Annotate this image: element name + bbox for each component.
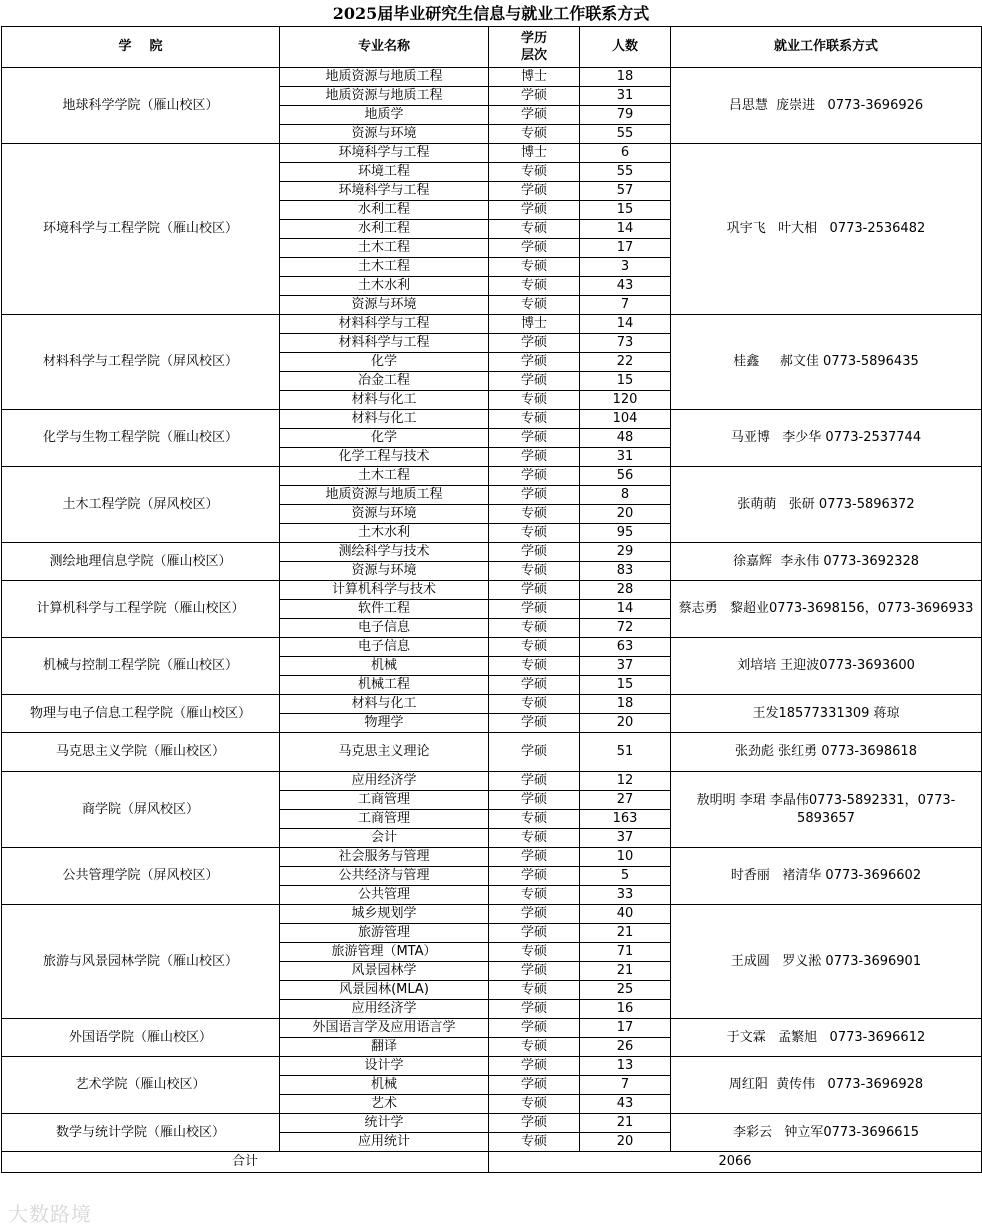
major-cell: 地质资源与地质工程	[280, 486, 489, 505]
count-cell: 25	[580, 981, 671, 1000]
major-cell: 公共管理	[280, 886, 489, 905]
level-cell: 学硕	[489, 962, 580, 981]
college-cell: 马克思主义学院（雁山校区）	[2, 733, 280, 772]
count-cell: 83	[580, 562, 671, 581]
table-row	[2, 695, 982, 714]
count-cell: 13	[580, 1057, 671, 1076]
level-cell: 学硕	[489, 429, 580, 448]
college-cell: 旅游与风景园林学院（雁山校区）	[2, 905, 280, 1019]
contact-cell: 王成圆 罗义淞 0773-3696901	[671, 905, 982, 1019]
major-cell: 工商管理	[280, 791, 489, 810]
major-cell: 环境工程	[280, 163, 489, 182]
table-row	[2, 144, 982, 163]
level-cell: 学硕	[489, 486, 580, 505]
level-cell: 学硕	[489, 543, 580, 562]
major-cell: 测绘科学与技术	[280, 543, 489, 562]
level-cell: 专硕	[489, 657, 580, 676]
table-row	[2, 68, 982, 87]
level-cell: 学硕	[489, 334, 580, 353]
count-cell: 26	[580, 1038, 671, 1057]
count-cell: 104	[580, 410, 671, 429]
level-cell: 专硕	[489, 638, 580, 657]
header-major: 专业名称	[280, 27, 489, 68]
count-cell: 29	[580, 543, 671, 562]
level-cell: 学硕	[489, 848, 580, 867]
level-cell: 学硕	[489, 924, 580, 943]
major-cell: 化学工程与技术	[280, 448, 489, 467]
level-cell: 专硕	[489, 505, 580, 524]
major-cell: 旅游管理（MTA）	[280, 943, 489, 962]
count-cell: 56	[580, 467, 671, 486]
contact-cell: 张萌萌 张研 0773-5896372	[671, 467, 982, 543]
level-cell: 学硕	[489, 87, 580, 106]
major-cell: 材料科学与工程	[280, 334, 489, 353]
major-cell: 水利工程	[280, 201, 489, 220]
table-row	[2, 1019, 982, 1038]
contact-cell: 刘培培 王迎波0773-3693600	[671, 638, 982, 695]
major-cell: 应用统计	[280, 1133, 489, 1152]
level-cell: 专硕	[489, 829, 580, 848]
major-cell: 资源与环境	[280, 296, 489, 315]
table-row	[2, 410, 982, 429]
major-cell: 风景园林(MLA)	[280, 981, 489, 1000]
count-cell: 33	[580, 886, 671, 905]
count-cell: 37	[580, 829, 671, 848]
header-level-line1: 学历	[520, 31, 547, 46]
level-cell: 专硕	[489, 220, 580, 239]
major-cell: 地质学	[280, 106, 489, 125]
total-value: 2066	[489, 1152, 982, 1173]
level-cell: 学硕	[489, 182, 580, 201]
count-cell: 43	[580, 277, 671, 296]
major-cell: 电子信息	[280, 619, 489, 638]
level-cell: 学硕	[489, 1019, 580, 1038]
table-row	[2, 1114, 982, 1133]
level-cell: 专硕	[489, 296, 580, 315]
major-cell: 机械	[280, 657, 489, 676]
count-cell: 63	[580, 638, 671, 657]
major-cell: 材料与化工	[280, 391, 489, 410]
level-cell: 学硕	[489, 676, 580, 695]
major-cell: 软件工程	[280, 600, 489, 619]
count-cell: 21	[580, 924, 671, 943]
count-cell: 27	[580, 791, 671, 810]
level-cell: 博士	[489, 144, 580, 163]
contact-cell: 马亚博 李少华 0773-2537744	[671, 410, 982, 467]
count-cell: 22	[580, 353, 671, 372]
total-row	[2, 1152, 982, 1173]
table-row	[2, 1057, 982, 1076]
contact-cell: 王发18577331309 蒋琼	[671, 695, 982, 733]
major-cell: 翻译	[280, 1038, 489, 1057]
count-cell: 5	[580, 867, 671, 886]
watermark-logo: 大数路境	[8, 1202, 92, 1226]
count-cell: 48	[580, 429, 671, 448]
major-cell: 资源与环境	[280, 505, 489, 524]
major-cell: 统计学	[280, 1114, 489, 1133]
level-cell: 学硕	[489, 106, 580, 125]
table-row	[2, 638, 982, 657]
count-cell: 15	[580, 201, 671, 220]
header-count: 人数	[580, 27, 671, 68]
count-cell: 6	[580, 144, 671, 163]
count-cell: 28	[580, 581, 671, 600]
major-cell: 材料与化工	[280, 410, 489, 429]
college-cell: 土木工程学院（屏风校区）	[2, 467, 280, 543]
college-cell: 化学与生物工程学院（雁山校区）	[2, 410, 280, 467]
major-cell: 机械	[280, 1076, 489, 1095]
level-cell: 学硕	[489, 733, 580, 772]
level-cell: 学硕	[489, 772, 580, 791]
header-level-line2: 层次	[520, 48, 547, 63]
major-cell: 土木工程	[280, 258, 489, 277]
contact-cell: 李彩云 钟立军0773-3696615	[671, 1114, 982, 1152]
level-cell: 专硕	[489, 562, 580, 581]
level-cell: 专硕	[489, 391, 580, 410]
college-cell: 地球科学学院（雁山校区）	[2, 68, 280, 144]
college-cell: 测绘地理信息学院（雁山校区）	[2, 543, 280, 581]
level-cell: 专硕	[489, 524, 580, 543]
count-cell: 12	[580, 772, 671, 791]
college-cell: 公共管理学院（屏风校区）	[2, 848, 280, 905]
major-cell: 土木工程	[280, 239, 489, 258]
major-cell: 工商管理	[280, 810, 489, 829]
level-cell: 学硕	[489, 581, 580, 600]
count-cell: 31	[580, 448, 671, 467]
table-row	[2, 581, 982, 600]
college-cell: 商学院（屏风校区）	[2, 772, 280, 848]
contact-cell: 巩宇飞 叶大相 0773-2536482	[671, 144, 982, 315]
contact-cell: 张劲彪 张红勇 0773-3698618	[671, 733, 982, 772]
table-body	[2, 68, 982, 1152]
table-row	[2, 733, 982, 772]
major-cell: 旅游管理	[280, 924, 489, 943]
major-cell: 风景园林学	[280, 962, 489, 981]
table-row	[2, 543, 982, 562]
count-cell: 57	[580, 182, 671, 201]
level-cell: 专硕	[489, 981, 580, 1000]
count-cell: 17	[580, 239, 671, 258]
level-cell: 学硕	[489, 791, 580, 810]
level-cell: 学硕	[489, 1057, 580, 1076]
level-cell: 学硕	[489, 1114, 580, 1133]
count-cell: 17	[580, 1019, 671, 1038]
count-cell: 21	[580, 962, 671, 981]
level-cell: 专硕	[489, 1095, 580, 1114]
level-cell: 学硕	[489, 372, 580, 391]
college-cell: 机械与控制工程学院（雁山校区）	[2, 638, 280, 695]
college-cell: 外国语学院（雁山校区）	[2, 1019, 280, 1057]
count-cell: 7	[580, 1076, 671, 1095]
major-cell: 环境科学与工程	[280, 144, 489, 163]
count-cell: 14	[580, 220, 671, 239]
count-cell: 72	[580, 619, 671, 638]
count-cell: 79	[580, 106, 671, 125]
level-cell: 专硕	[489, 1038, 580, 1057]
count-cell: 71	[580, 943, 671, 962]
major-cell: 电子信息	[280, 638, 489, 657]
table-header-row	[2, 27, 982, 68]
major-cell: 材料与化工	[280, 695, 489, 714]
count-cell: 31	[580, 87, 671, 106]
college-cell: 艺术学院（雁山校区）	[2, 1057, 280, 1114]
count-cell: 40	[580, 905, 671, 924]
level-cell: 专硕	[489, 619, 580, 638]
level-cell: 博士	[489, 315, 580, 334]
college-cell: 环境科学与工程学院（雁山校区）	[2, 144, 280, 315]
major-cell: 水利工程	[280, 220, 489, 239]
count-cell: 95	[580, 524, 671, 543]
contact-cell: 时香丽 褚清华 0773-3696602	[671, 848, 982, 905]
major-cell: 社会服务与管理	[280, 848, 489, 867]
college-cell: 计算机科学与工程学院（雁山校区）	[2, 581, 280, 638]
contact-cell: 周红阳 黄传伟 0773-3696928	[671, 1057, 982, 1114]
count-cell: 7	[580, 296, 671, 315]
page-title: 2025届毕业研究生信息与就业工作联系方式	[332, 4, 650, 23]
count-cell: 10	[580, 848, 671, 867]
major-cell: 艺术	[280, 1095, 489, 1114]
level-cell: 学硕	[489, 714, 580, 733]
major-cell: 设计学	[280, 1057, 489, 1076]
major-cell: 地质资源与地质工程	[280, 68, 489, 87]
level-cell: 学硕	[489, 905, 580, 924]
level-cell: 专硕	[489, 125, 580, 144]
count-cell: 8	[580, 486, 671, 505]
contact-cell: 蔡志勇 黎超业0773-3698156，0773-3696933	[671, 581, 982, 638]
major-cell: 土木工程	[280, 467, 489, 486]
level-cell: 专硕	[489, 695, 580, 714]
level-cell: 专硕	[489, 1133, 580, 1152]
level-cell: 学硕	[489, 448, 580, 467]
major-cell: 化学	[280, 429, 489, 448]
count-cell: 163	[580, 810, 671, 829]
major-cell: 机械工程	[280, 676, 489, 695]
count-cell: 43	[580, 1095, 671, 1114]
contact-cell: 桂鑫 郝文佳 0773-5896435	[671, 315, 982, 410]
contact-cell: 吕思慧 庞崇进 0773-3696926	[671, 68, 982, 144]
table-row	[2, 467, 982, 486]
major-cell: 环境科学与工程	[280, 182, 489, 201]
count-cell: 3	[580, 258, 671, 277]
contact-cell: 徐嘉辉 李永伟 0773-3692328	[671, 543, 982, 581]
level-cell: 专硕	[489, 277, 580, 296]
major-cell: 城乡规划学	[280, 905, 489, 924]
level-cell: 专硕	[489, 258, 580, 277]
count-cell: 16	[580, 1000, 671, 1019]
major-cell: 会计	[280, 829, 489, 848]
count-cell: 20	[580, 714, 671, 733]
header-college: 学 院	[2, 27, 280, 68]
table-row	[2, 315, 982, 334]
count-cell: 20	[580, 1133, 671, 1152]
count-cell: 15	[580, 676, 671, 695]
level-cell: 专硕	[489, 810, 580, 829]
major-cell: 资源与环境	[280, 125, 489, 144]
major-cell: 冶金工程	[280, 372, 489, 391]
major-cell: 地质资源与地质工程	[280, 87, 489, 106]
level-cell: 学硕	[489, 201, 580, 220]
count-cell: 73	[580, 334, 671, 353]
count-cell: 55	[580, 163, 671, 182]
count-cell: 37	[580, 657, 671, 676]
level-cell: 学硕	[489, 1076, 580, 1095]
count-cell: 18	[580, 68, 671, 87]
major-cell: 材料科学与工程	[280, 315, 489, 334]
college-cell: 物理与电子信息工程学院（雁山校区）	[2, 695, 280, 733]
major-cell: 应用经济学	[280, 772, 489, 791]
count-cell: 51	[580, 733, 671, 772]
major-cell: 计算机科学与技术	[280, 581, 489, 600]
level-cell: 专硕	[489, 410, 580, 429]
table-row	[2, 772, 982, 791]
level-cell: 专硕	[489, 886, 580, 905]
contact-cell: 敖明明 李珺 李晶伟0773-5892331，0773-5893657	[671, 772, 982, 848]
count-cell: 55	[580, 125, 671, 144]
level-cell: 博士	[489, 68, 580, 87]
college-cell: 数学与统计学院（雁山校区）	[2, 1114, 280, 1152]
level-cell: 学硕	[489, 600, 580, 619]
count-cell: 15	[580, 372, 671, 391]
graduate-info-table	[1, 26, 982, 1173]
level-cell: 专硕	[489, 943, 580, 962]
major-cell: 土木水利	[280, 524, 489, 543]
level-cell: 学硕	[489, 467, 580, 486]
level-cell: 学硕	[489, 239, 580, 258]
total-label: 合计	[2, 1152, 489, 1173]
count-cell: 20	[580, 505, 671, 524]
level-cell: 学硕	[489, 1000, 580, 1019]
level-cell: 专硕	[489, 163, 580, 182]
header-contact: 就业工作联系方式	[671, 27, 982, 68]
major-cell: 资源与环境	[280, 562, 489, 581]
major-cell: 化学	[280, 353, 489, 372]
count-cell: 120	[580, 391, 671, 410]
major-cell: 应用经济学	[280, 1000, 489, 1019]
major-cell: 土木水利	[280, 277, 489, 296]
count-cell: 14	[580, 315, 671, 334]
major-cell: 外国语言学及应用语言学	[280, 1019, 489, 1038]
count-cell: 18	[580, 695, 671, 714]
count-cell: 21	[580, 1114, 671, 1133]
table-row	[2, 848, 982, 867]
table-row	[2, 905, 982, 924]
level-cell: 学硕	[489, 867, 580, 886]
major-cell: 物理学	[280, 714, 489, 733]
college-cell: 材料科学与工程学院（屏风校区）	[2, 315, 280, 410]
count-cell: 14	[580, 600, 671, 619]
major-cell: 公共经济与管理	[280, 867, 489, 886]
major-cell: 马克思主义理论	[280, 733, 489, 772]
level-cell: 学硕	[489, 353, 580, 372]
contact-cell: 于文霖 孟繁旭 0773-3696612	[671, 1019, 982, 1057]
header-level	[489, 27, 580, 68]
